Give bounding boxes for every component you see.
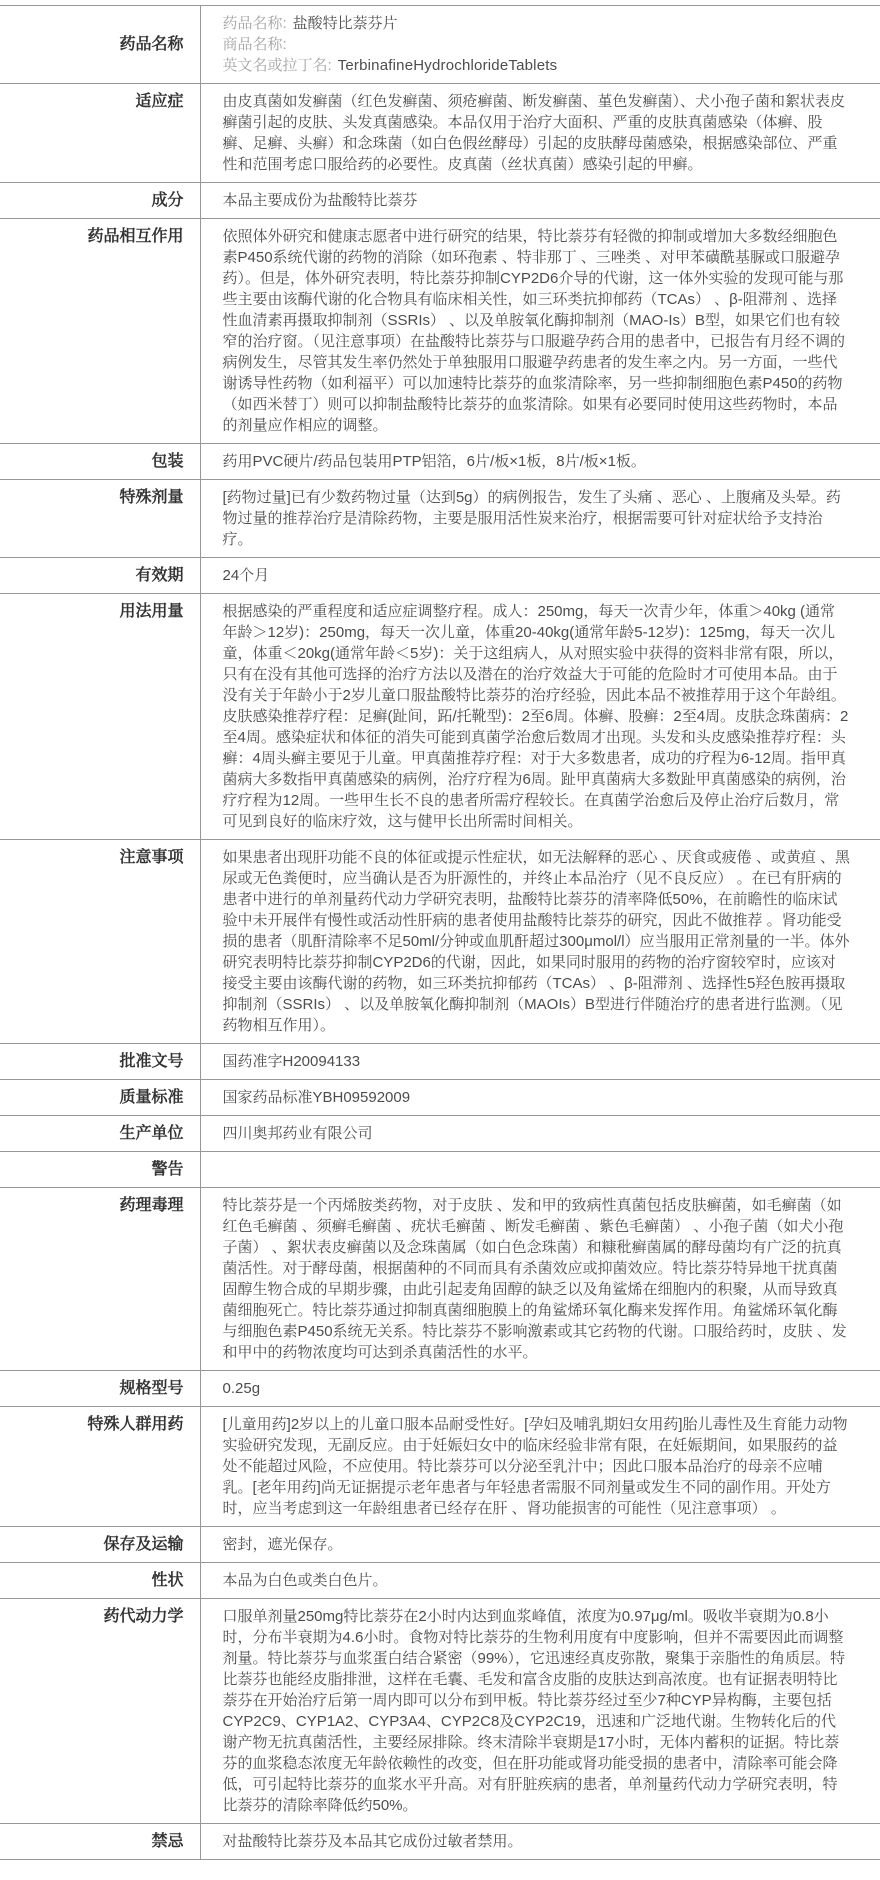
- table-row: [0, 558, 880, 594]
- row-content: 由皮真菌如发癣菌（红色发癣菌、须疮癣菌、断发癣菌、堇色发癣菌）、犬小孢子菌和絮状表皮癣菌引起的皮肤、头发真菌感染。本品仅用于治疗大面积、严重的皮肤真菌感染（体癣、股癣、足癣、头癣）和念珠菌（如白色假丝酵母）引起的皮肤酵母菌感染，根据感染部位、严重性和范围考虑口服给药的必要性。皮真菌（丝状真菌）感染引起的甲癣。: [200, 84, 880, 183]
- table-row: [0, 1527, 880, 1563]
- row-content: 药用PVC硬片/药品包装用PTP铝箔，6片/板×1板，8片/板×1板。: [200, 444, 880, 480]
- table-row: [0, 840, 880, 1044]
- table-row: [0, 6, 880, 84]
- row-content: 依照体外研究和健康志愿者中进行研究的结果，特比萘芬有轻微的抑制或增加大多数经细胞色素P450系统代谢的药物的消除（如环孢素 、特非那丁 、三唑类 、对甲苯磺酰基脲或口服避孕药）。但是，体外研究表明，特比萘芬抑制CYP2D6介导的代谢，这一体外实验的发现可能与那些主要由该酶代谢的化合物具有临床相关性，如三环类抗抑郁药（TCAs） 、β-阻滞剂 、选择性血清素再摄取抑制剂（SSRIs） 、以及单胺氧化酶抑制剂（MAO-Is）B型，如果它们也有较窄的治疗窗。（见注意事项）在盐酸特比萘芬与口服避孕药合用的患者中，已报告有月经不调的病例发生，尽管其发生率仍然处于单独服用口服避孕药患者的发生率之内。另一方面，一些代谢诱导性药物（如利福平）可以加速特比萘芬的血浆清除率，另一些抑制细胞色素P450的药物（如西米替丁）则可以抑制盐酸特比萘芬的血浆清除。如果有必要同时使用这些药物时，本品的剂量应作相应的调整。: [200, 219, 880, 444]
- row-content: [药物过量]已有少数药物过量（达到5g）的病例报告，发生了头痛 、恶心 、上腹痛及头晕。药物过量的推荐治疗是清除药物，主要是服用活性炭来治疗，根据需要可针对症状给予支持治疗。: [200, 480, 880, 558]
- row-content: [儿童用药]2岁以上的儿童口服本品耐受性好。[孕妇及哺乳期妇女用药]胎儿毒性及生育能力动物实验研究发现，无副反应。由于妊娠妇女中的临床经验非常有限，在妊娠期间，如果服药的益处不能超过风险，不应使用。特比萘芬可以分泌至乳汁中；因此口服本品治疗的母亲不应哺乳。[老年用药]尚无证据提示老年患者与年轻患者需服不同剂量或发生不同的副作用。开处方时，应当考虑到这一年龄组患者已经存在肝 、肾功能损害的可能性（见注意事项） 。: [200, 1407, 880, 1527]
- name-field-row: [223, 13, 851, 34]
- row-label: 药品名称: [0, 6, 200, 84]
- row-label: 药品相互作用: [0, 219, 200, 444]
- row-content: 国家药品标准YBH09592009: [200, 1080, 880, 1116]
- table-row: [0, 480, 880, 558]
- row-label: 注意事项: [0, 840, 200, 1044]
- table-row: [0, 1599, 880, 1824]
- row-label: 药理毒理: [0, 1188, 200, 1371]
- row-label: 用法用量: [0, 594, 200, 840]
- drug-info-table-body: [0, 6, 880, 1860]
- table-row: [0, 1407, 880, 1527]
- table-row: [0, 1563, 880, 1599]
- table-row: [0, 594, 880, 840]
- row-content: 国药准字H20094133: [200, 1044, 880, 1080]
- name-field-row: [223, 34, 851, 55]
- row-content: [200, 6, 880, 84]
- table-row: [0, 1116, 880, 1152]
- table-row: [0, 219, 880, 444]
- row-label: 性状: [0, 1563, 200, 1599]
- row-content: 根据感染的严重程度和适应症调整疗程。成人：250mg，每天一次青少年，体重＞40kg (通常年龄＞12岁)：250mg，每天一次儿童，体重20-40kg(通常年龄5-12岁)：125mg，每天一次儿童，体重＜20kg(通常年龄＜5岁)：关于这组病人，从对照实验中获得的资料非常有限，所以，只有在没有其他可选择的治疗方法以及潜在的治疗效益大于可能的危险时才可使用本品。由于没有关于年龄小于2岁儿童口服盐酸特比萘芬的治疗经验，因此本品不被推荐用于这个年龄组。皮肤感染推荐疗程：足癣(趾间，跖/托靴型)：2至6周。体癣、股癣：2至4周。皮肤念珠菌病：2至4周。感染症状和体征的消失可能到真菌学治愈后数周才出现。头发和头皮感染推荐疗程：头癣：4周头癣主要见于儿童。甲真菌推荐疗程：对于大多数患者，成功的疗程为6-12周。指甲真菌病大多数指甲真菌感染的病例，治疗疗程为6周。趾甲真菌病大多数趾甲真菌感染的病例，治疗疗程为12周。一些甲生长不良的患者所需疗程较长。在真菌学治愈后及停止治疗后数月，常可见到良好的临床疗效，这与健甲长出所需时间相关。: [200, 594, 880, 840]
- table-row: [0, 84, 880, 183]
- row-label: 成分: [0, 183, 200, 219]
- row-label: 质量标准: [0, 1080, 200, 1116]
- row-label: 有效期: [0, 558, 200, 594]
- row-label: 批准文号: [0, 1044, 200, 1080]
- row-label: 特殊人群用药: [0, 1407, 200, 1527]
- row-label: 生产单位: [0, 1116, 200, 1152]
- row-label: 特殊剂量: [0, 480, 200, 558]
- row-content: 口服单剂量250mg特比萘芬在2小时内达到血浆峰值，浓度为0.97μg/ml。吸收半衰期为0.8小时，分布半衰期为4.6小时。食物对特比萘芬的生物利用度有中度影响，但并不需要因此而调整剂量。特比萘芬与血浆蛋白结合紧密（99%），它迅速经真皮弥散，聚集于亲脂性的角质层。特比萘芬也能经皮脂排泄，这样在毛囊、毛发和富含皮脂的皮肤达到高浓度。也有证据表明特比萘芬在开始治疗后第一周内即可以分布到甲板。特比萘芬经过至少7种CYP异构酶，主要包括CYP2C9、CYP1A2、CYP3A4、CYP2C8及CYP2C19，迅速和广泛地代谢。生物转化后的代谢产物无抗真菌活性，主要经尿排除。终末清除半衰期是17小时，无体内蓄积的证据。特比萘芬的血浆稳态浓度无年龄依赖性的改变，但在肝功能或肾功能受损的患者中，清除率可能会降低，可引起特比萘芬的血浆水平升高。对有肝脏疾病的患者，单剂量药代动力学研究表明，特比萘芬的清除率降低约50%。: [200, 1599, 880, 1824]
- row-content: 特比萘芬是一个丙烯胺类药物，对于皮肤 、发和甲的致病性真菌包括皮肤癣菌，如毛癣菌（如红色毛癣菌 、须癣毛癣菌 、疣状毛癣菌 、断发毛癣菌 、紫色毛癣菌） 、小孢子菌（如犬小孢子菌） 、絮状表皮癣菌以及念珠菌属（如白色念珠菌）和糠秕癣菌属的酵母菌均有广泛的抗真菌活性。对于酵母菌，根据菌种的不同而具有杀菌效应或抑菌效应。特比萘芬特异地干扰真菌固醇生物合成的早期步骤，由此引起麦角固醇的缺乏以及角鲨烯在细胞内的积聚，从而导致真菌细胞死亡。特比萘芬通过抑制真菌细胞膜上的角鲨烯环氧化酶来发挥作用。角鲨烯环氧化酶与细胞色素P450系统无关系。特比萘芬不影响激素或其它药物的代谢。口服给药时，皮肤 、发和甲中的药物浓度均可达到杀真菌活性的水平。: [200, 1188, 880, 1371]
- field-value: [287, 36, 293, 53]
- row-label: 保存及运输: [0, 1527, 200, 1563]
- row-content: 24个月: [200, 558, 880, 594]
- table-row: [0, 1044, 880, 1080]
- row-content: 如果患者出现肝功能不良的体征或提示性症状，如无法解释的恶心 、厌食或疲倦 、或黄疸 、黑尿或无色粪便时，应当确认是否为肝源性的，并终止本品治疗（见不良反应） 。在已有肝病的患者中进行的单剂量药代动力学研究表明，盐酸特比萘芬的清率降低50%，在前瞻性的临床试验中未开展伴有慢性或活动性肝病的患者使用盐酸特比萘芬的研究，因此不做推荐 。肾功能受损的患者（肌酐清除率不足50ml/分钟或血肌酐超过300μmol/l）应当服用正常剂量的一半。体外研究表明特比萘芬抑制CYP2D6的代谢，因此，如果同时服用的药物的治疗窗较窄时，应该对接受主要由该酶代谢的药物，如三环类抗抑郁药（TCAs） 、β-阻滞剂 、选择性5羟色胺再摄取抑制剂（SSRIs） 、以及单胺氧化酶抑制剂（MAOIs）B型进行伴随治疗的患者进行监测。（见药物相互作用）。: [200, 840, 880, 1044]
- drug-info-table: [0, 5, 880, 1860]
- table-row: [0, 183, 880, 219]
- row-content: 本品主要成份为盐酸特比萘芬: [200, 183, 880, 219]
- table-row: [0, 1371, 880, 1407]
- row-label: 包装: [0, 444, 200, 480]
- row-content: 0.25g: [200, 1371, 880, 1407]
- row-content: 密封，遮光保存。: [200, 1527, 880, 1563]
- field-label: 商品名称:: [222, 36, 287, 53]
- row-content: [200, 1152, 880, 1188]
- field-label: 英文名或拉丁名:: [222, 57, 332, 74]
- field-value: 盐酸特比萘芬片: [292, 15, 398, 32]
- row-label: 药代动力学: [0, 1599, 200, 1824]
- table-row: [0, 1188, 880, 1371]
- row-content: 四川奥邦药业有限公司: [200, 1116, 880, 1152]
- table-row: [0, 1080, 880, 1116]
- row-content: 本品为白色或类白色片。: [200, 1563, 880, 1599]
- row-label: 禁忌: [0, 1824, 200, 1860]
- row-label: 适应症: [0, 84, 200, 183]
- table-row: [0, 1824, 880, 1860]
- row-content: 对盐酸特比萘芬及本品其它成份过敏者禁用。: [200, 1824, 880, 1860]
- row-label: 警告: [0, 1152, 200, 1188]
- table-row: [0, 444, 880, 480]
- field-label: 药品名称:: [222, 15, 287, 32]
- table-row: [0, 1152, 880, 1188]
- field-value: TerbinafineHydrochlorideTablets: [337, 57, 558, 74]
- row-label: 规格型号: [0, 1371, 200, 1407]
- name-field-row: [223, 55, 851, 76]
